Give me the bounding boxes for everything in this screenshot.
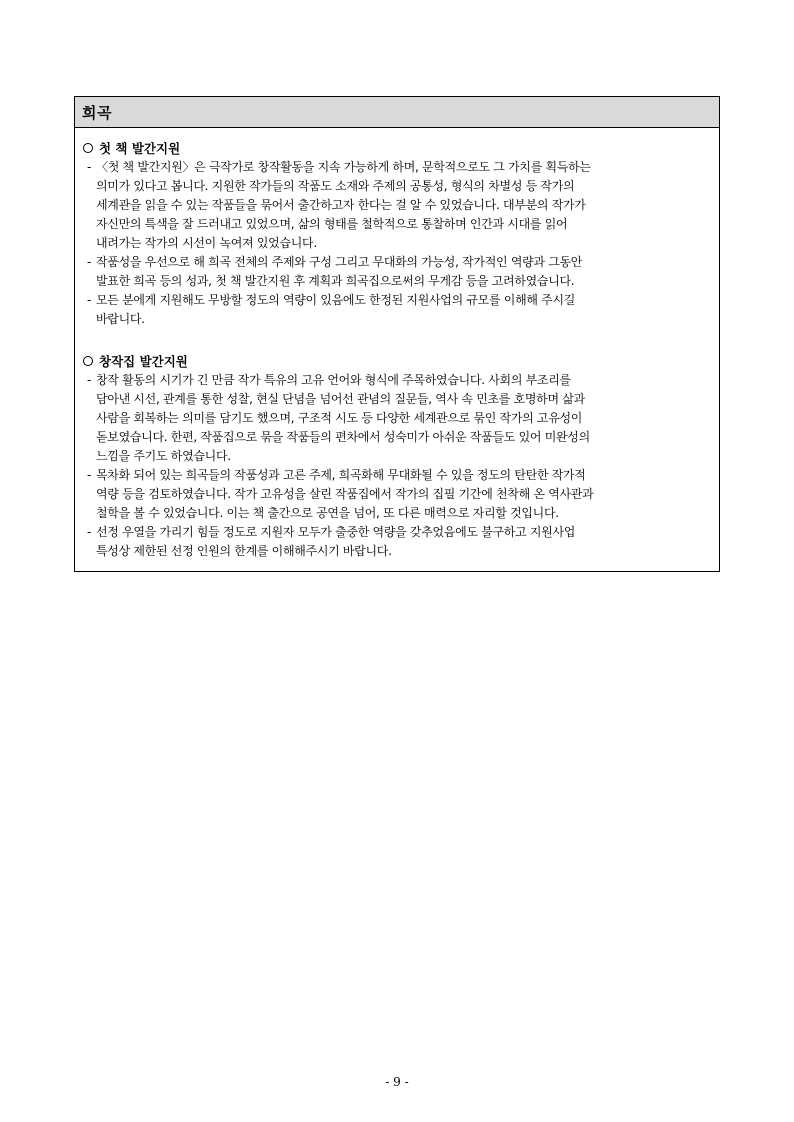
text-line: 역량 등을 검토하였습니다. 작가 고유성을 살린 작품집에서 작가의 집필 기간에 천착해 온 역사관과 (96, 487, 594, 501)
box-title: 희곡 (82, 103, 112, 122)
list-item (81, 523, 711, 561)
section-heading (81, 351, 711, 371)
list-item (81, 466, 711, 523)
hollow-circle-bullet-icon (83, 143, 93, 153)
box-header (75, 97, 719, 128)
review-box (74, 96, 720, 572)
text-line: 창작 활동의 시기가 긴 만큼 작가 특유의 고유 언어와 형식에 주목하였습니다. 사회의 부조리를 (96, 373, 571, 387)
hollow-circle-bullet-icon (83, 356, 93, 366)
section (81, 138, 711, 329)
dash-bullet-icon: - (87, 293, 92, 307)
text-line: 바랍니다. (96, 312, 145, 326)
section-heading (81, 138, 711, 158)
text-line: 선정 우열을 가리기 힘들 정도로 지원자 모두가 출중한 역량을 갖추었음에도 불구하고 지원사업 (96, 525, 576, 539)
text-line: 작품성을 우선으로 해 희곡 전체의 주제와 구성 그리고 무대화의 가능성, 작가적인 역량과 그동안 (96, 255, 583, 269)
text-line: 발표한 희곡 등의 성과, 첫 책 발간지원 후 계획과 희곡집으로써의 무게감 등을 고려하였습니다. (96, 274, 575, 288)
text-line: 자신만의 특색을 잘 드러내고 있었으며, 삶의 형태를 철학적으로 통찰하며 인간과 시대를 읽어 (96, 217, 568, 231)
list-item (81, 253, 711, 291)
dash-bullet-icon: - (87, 160, 92, 174)
list-item (81, 291, 711, 329)
dash-bullet-icon: - (87, 255, 92, 269)
section (81, 351, 711, 561)
text-line: 사람을 회복하는 의미를 담기도 했으며, 구조적 시도 등 다양한 세계관으로 묶인 작가의 고유성이 (96, 411, 583, 425)
section-heading-text: 첫 책 발간지원 (99, 141, 181, 156)
text-line: 돋보였습니다. 한편, 작품집으로 묶을 작품들의 편차에서 성숙미가 아쉬운 작품들도 있어 미완성의 (96, 430, 590, 444)
dash-bullet-icon: - (87, 525, 92, 539)
text-line: 특성상 제한된 선정 인원의 한계를 이해해주시기 바랍니다. (96, 544, 392, 558)
box-body (75, 128, 719, 571)
page-number: - 9 - (385, 1075, 409, 1089)
section-heading-text: 창작집 발간지원 (99, 354, 188, 369)
text-line: 〈첫 책 발간지원〉은 극작가로 창작활동을 지속 가능하게 하며, 문학적으로도 그 가치를 획득하는 (96, 160, 591, 174)
list-item (81, 158, 711, 253)
text-line: 담아낸 시선, 관계를 통한 성찰, 현실 단념을 넘어선 관념의 질문들, 역사 속 민초를 호명하며 삶과 (96, 392, 585, 406)
text-line: 의미가 있다고 봅니다. 지원한 작가들의 작품도 소재와 주제의 공통성, 형식의 차별성 등 작가의 (96, 179, 575, 193)
text-line: 철학을 볼 수 있었습니다. 이는 책 출간으로 공연을 넘어, 또 다른 매력으로 자리할 것입니다. (96, 506, 559, 520)
text-line: 모든 분에게 지원해도 무방할 정도의 역량이 있음에도 한정된 지원사업의 규모를 이해해 주시길 (96, 293, 576, 307)
text-line: 내려가는 작가의 시선이 녹여져 있었습니다. (96, 236, 317, 250)
list-item (81, 371, 711, 466)
text-line: 목차화 되어 있는 희곡들의 작품성과 고른 주제, 희곡화해 무대화될 수 있을 정도의 탄탄한 작가적 (96, 468, 586, 482)
text-line: 느낌을 주기도 하였습니다. (96, 449, 231, 463)
text-line: 세계관을 읽을 수 있는 작품들을 묶어서 출간하고자 한다는 걸 알 수 있었습니다. 대부분의 작가가 (96, 198, 586, 212)
dash-bullet-icon: - (87, 373, 92, 387)
dash-bullet-icon: - (87, 468, 92, 482)
